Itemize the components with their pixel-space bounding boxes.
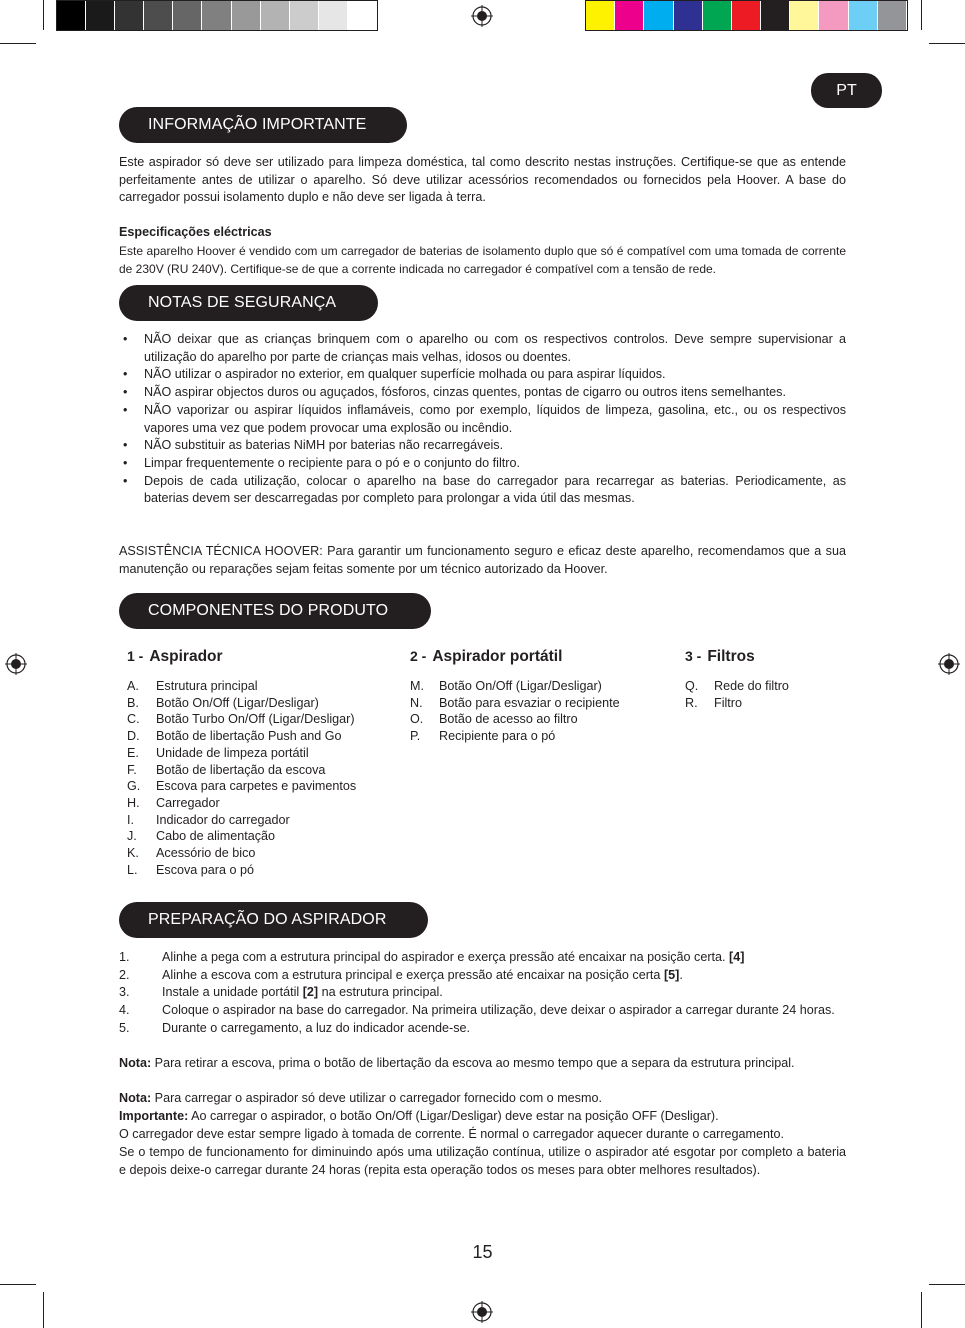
gray-swatch [57, 1, 86, 30]
component-group-label: Aspirador [149, 648, 223, 665]
safety-item [119, 455, 846, 473]
gray-swatch [348, 1, 377, 30]
component-item [127, 845, 356, 862]
gray-swatch [290, 1, 319, 30]
component-item [127, 762, 356, 779]
gray-swatch [319, 1, 348, 30]
component-item [685, 678, 789, 695]
component-label: Botão On/Off (Ligar/Desligar) [156, 695, 319, 710]
important-intro-paragraph: Este aspirador só deve ser utilizado para limpeza doméstica, tal como descrito nestas instruções. Certifique-se que as entende perfeitamente antes de utilizar o aparelho. Só deve utilizar acessórios recomendados ou fornecidos pela Hoover. A base do carregador possui isolamento duplo e não deve ser ligada à terra. [119, 155, 846, 205]
safety-item [119, 366, 846, 384]
component-item [127, 862, 356, 879]
safety-item [119, 473, 846, 508]
component-label: Cabo de alimentação [156, 829, 276, 844]
section-heading-preparation: PREPARAÇÃO DO ASPIRADOR [119, 902, 428, 938]
color-swatch [703, 1, 732, 30]
figure-reference: [5] [663, 967, 680, 982]
page-number: 15 [472, 1242, 493, 1262]
safety-item-text: NÃO deixar que as crianças brinquem com o aparelho ou com os respectivos controlos. Deve sempre supervisionar a utilização do aparelho por parte de crianças mais velhas, idosos ou doentes. [144, 332, 846, 364]
component-letter: J. [127, 829, 137, 844]
gray-swatch [86, 1, 115, 30]
section-heading-components: COMPONENTES DO PRODUTO [119, 593, 431, 629]
registration-mark-icon [938, 653, 960, 675]
component-label: Unidade de limpeza portátil [156, 745, 309, 760]
component-label: Botão On/Off (Ligar/Desligar) [439, 679, 602, 693]
crop-mark [921, 0, 922, 30]
component-item [127, 828, 356, 845]
color-swatch [644, 1, 673, 30]
component-item [127, 795, 356, 812]
component-label: Estrutura principal [156, 679, 258, 693]
electrical-spec-title: Especificações eléctricas [119, 225, 272, 239]
service-note-paragraph: ASSISTÊNCIA TÉCNICA HOOVER: Para garantir um funcionamento seguro e eficaz deste aparelho, recomendamos que a sua manutenção ou reparações sejam feitas somente por um técnico autorizado da Hoover. [119, 544, 846, 576]
bullet-icon: • [123, 402, 128, 417]
component-letter: E. [127, 745, 139, 760]
component-item [410, 728, 620, 745]
safety-item-text: NÃO aspirar objectos duros ou aguçados, fósforos, cinzas quentes, pontas de cigarro ou outros itens semelhantes. [144, 385, 786, 400]
component-label: Rede do filtro [714, 679, 789, 693]
component-letter: C. [127, 712, 140, 727]
preparation-step [119, 984, 846, 1002]
component-item [127, 745, 356, 762]
step-text: Alinhe a escova com a estrutura principal e exerça pressão até encaixar na posição certa [162, 967, 664, 982]
safety-item-text: NÃO utilizar o aspirador no exterior, em qualquer superfície molhada ou para aspirar líquidos. [144, 367, 666, 382]
gray-swatch [115, 1, 144, 30]
safety-list [119, 331, 846, 508]
component-letter: L. [127, 862, 138, 877]
component-item [127, 678, 356, 695]
important-onoff-note [119, 1108, 846, 1126]
component-group-title [127, 648, 223, 666]
safety-item [119, 437, 846, 455]
color-swatch [615, 1, 644, 30]
step-number: 2. [119, 967, 130, 982]
component-group-title [410, 648, 562, 666]
electrical-spec-text: Este aparelho Hoover é vendido com um carregador de baterias de isolamento duplo que só é compatível com uma tomada de corrente de 230V (RU 240V). Certifique-se de que a corrente indicada no carregador é compatível com a tensão de rede. [119, 244, 846, 276]
gray-swatch [232, 1, 261, 30]
step-number: 5. [119, 1020, 130, 1035]
bullet-icon: • [123, 367, 128, 382]
note-charger-only [119, 1090, 846, 1108]
note-label: Nota: [119, 1056, 152, 1070]
component-label: Escova para carpetes e pavimentos [156, 779, 357, 794]
step-text: Coloque o aspirador na base do carregador. Na primeira utilização, deve deixar o aspirador a carregar durante 24 horas. [162, 1003, 835, 1018]
component-letter: D. [127, 729, 140, 744]
figure-reference: [4] [729, 950, 745, 964]
component-group-label: Filtros [707, 648, 755, 665]
section-heading-important: INFORMAÇÃO IMPORTANTE [119, 107, 407, 143]
preparation-step [119, 1020, 846, 1038]
component-label: Acessório de bico [156, 846, 256, 861]
component-group-number: 3 - [685, 648, 702, 664]
step-number: 1. [119, 950, 130, 964]
color-swatch [761, 1, 790, 30]
safety-item-text: Depois de cada utilização, colocar o aparelho na base do carregador para recarregar as baterias. Periodicamente, as baterias devem ser descarregadas por completo para prolongar a vida útil das mesmas. [144, 473, 846, 506]
note-text: Para carregar o aspirador só deve utilizar o carregador fornecido com o mesmo. [151, 1091, 602, 1105]
component-letter: A. [127, 679, 139, 693]
step-text-after: na estrutura principal. [318, 985, 443, 1000]
component-item [410, 678, 620, 695]
crop-mark [929, 1284, 965, 1285]
step-text: Instale a unidade portátil [162, 985, 303, 1000]
component-letter: F. [127, 762, 137, 777]
component-letter: H. [127, 795, 140, 810]
crop-mark [43, 1292, 44, 1328]
preparation-steps [119, 949, 846, 1038]
step-text: Durante o carregamento, a luz do indicador acende-se. [162, 1020, 471, 1035]
note-label: Nota: [119, 1091, 152, 1105]
color-swatch [732, 1, 761, 30]
component-item [127, 728, 356, 745]
component-label: Escova para o pó [156, 862, 255, 877]
language-badge: PT [811, 73, 882, 108]
component-item [410, 695, 620, 712]
safety-item-text: NÃO vaporizar ou aspirar líquidos inflamáveis, como por exemplo, líquidos de limpeza, gasolina, etc., ou os respectivos vapores uma vez que podem provocar uma explosão ou incêndio. [144, 402, 846, 435]
bullet-icon: • [123, 438, 128, 453]
grayscale-color-bar [56, 0, 378, 31]
preparation-step [119, 1002, 846, 1020]
component-letter: B. [127, 695, 139, 710]
preparation-step [119, 949, 846, 967]
component-list-filters [685, 678, 789, 711]
component-list-handheld [410, 678, 620, 745]
gray-swatch [173, 1, 202, 30]
component-label: Indicador do carregador [156, 812, 290, 827]
charger-connected-note: O carregador deve estar sempre ligado à tomada de corrente. É normal o carregador aquecer durante o carregamento. [119, 1127, 785, 1141]
crop-mark [921, 1292, 922, 1328]
safety-item [119, 402, 846, 437]
component-list-vacuum [127, 678, 356, 878]
component-letter: P. [410, 729, 421, 744]
color-swatch [790, 1, 819, 30]
component-item [127, 812, 356, 829]
crop-mark [0, 43, 36, 44]
note-text: Para retirar a escova, prima o botão de libertação da escova ao mesmo tempo que a separa da estrutura principal. [151, 1056, 795, 1070]
gray-swatch [144, 1, 173, 30]
registration-mark-icon [5, 653, 27, 675]
component-letter: I. [127, 812, 134, 827]
component-item [685, 695, 789, 712]
component-label: Botão Turbo On/Off (Ligar/Desligar) [156, 712, 355, 727]
registration-mark-icon [471, 5, 493, 27]
crop-mark [43, 0, 44, 30]
step-text: Alinhe a pega com a estrutura principal do aspirador e exerça pressão até encaixar na posição certa. [162, 950, 730, 964]
component-item [127, 711, 356, 728]
component-label: Filtro [714, 695, 742, 710]
figure-reference: [2] [302, 985, 319, 1000]
color-swatch [849, 1, 878, 30]
preparation-step [119, 967, 846, 985]
color-swatch [878, 1, 907, 30]
note-brush-removal [119, 1055, 846, 1073]
color-swatch [819, 1, 848, 30]
gray-swatch [202, 1, 231, 30]
color-swatch [674, 1, 703, 30]
component-label: Botão para esvaziar o recipiente [439, 695, 620, 710]
component-item [127, 695, 356, 712]
step-number: 4. [119, 1003, 130, 1018]
component-item [127, 778, 356, 795]
safety-item-text: NÃO substituir as baterias NiMH por baterias não recarregáveis. [144, 438, 504, 453]
battery-maintenance-note: Se o tempo de funcionamento for diminuindo após uma utilização contínua, utilize o aspirador até esgotar por completo a bateria e depois deixe-o carregar durante 24 horas (repita esta operação todos os meses para obter melhores resultados). [119, 1145, 846, 1177]
step-number: 3. [119, 985, 130, 1000]
component-letter: R. [685, 695, 698, 710]
crop-mark [929, 43, 965, 44]
component-group-number: 1 - [127, 648, 144, 664]
component-letter: G. [127, 779, 141, 794]
component-label: Botão de acesso ao filtro [439, 712, 578, 727]
step-text-after: . [679, 967, 683, 982]
registration-mark-icon [471, 1301, 493, 1323]
component-letter: M. [410, 679, 424, 693]
component-letter: Q. [685, 679, 699, 693]
component-group-label: Aspirador portátil [432, 648, 563, 665]
process-color-bar [585, 0, 908, 31]
safety-item-text: Limpar frequentemente o recipiente para o pó e o conjunto do filtro. [144, 455, 520, 470]
component-label: Recipiente para o pó [439, 729, 556, 744]
component-group-title [685, 648, 755, 666]
gray-swatch [261, 1, 290, 30]
bullet-icon: • [123, 332, 128, 346]
component-letter: K. [127, 846, 139, 861]
component-group-number: 2 - [410, 648, 427, 664]
component-label: Botão de libertação Push and Go [156, 729, 342, 744]
bullet-icon: • [123, 455, 128, 470]
crop-mark [0, 1284, 36, 1285]
component-letter: O. [410, 712, 424, 727]
component-label: Carregador [156, 795, 220, 810]
bullet-icon: • [123, 385, 128, 400]
bullet-icon: • [123, 473, 128, 488]
safety-item [119, 384, 846, 402]
safety-item [119, 331, 846, 366]
component-item [410, 711, 620, 728]
important-text: Ao carregar o aspirador, o botão On/Off (Ligar/Desligar) deve estar na posição OFF (Desligar). [188, 1109, 719, 1123]
color-swatch [586, 1, 615, 30]
important-label: Importante: [119, 1109, 189, 1123]
component-label: Botão de libertação da escova [156, 762, 326, 777]
component-letter: N. [410, 695, 423, 710]
section-heading-safety: NOTAS DE SEGURANÇA [119, 285, 378, 321]
